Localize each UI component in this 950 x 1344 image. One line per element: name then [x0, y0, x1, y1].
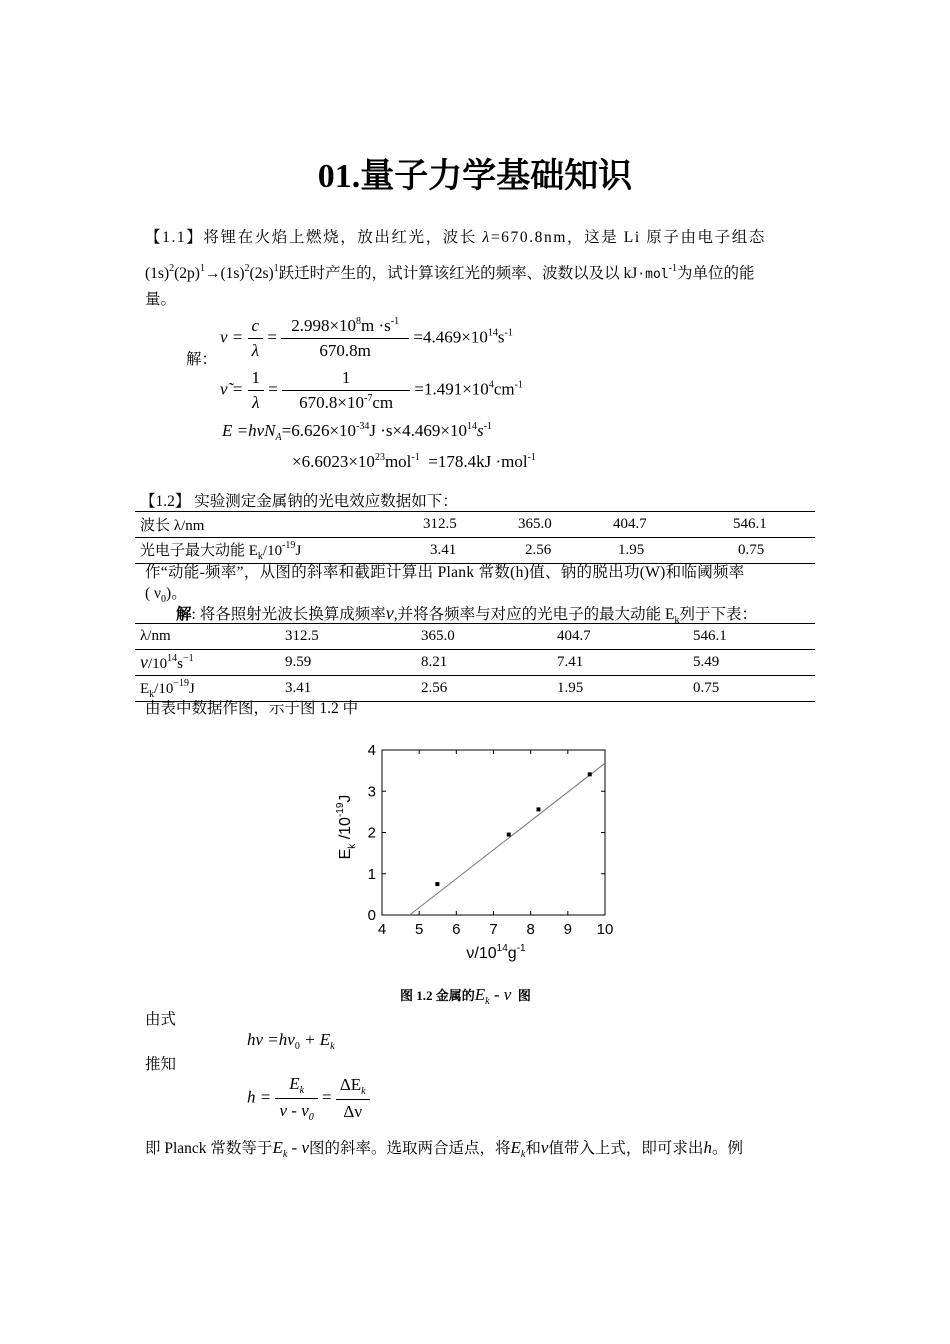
equation-photoelectric: $h\nu =h\nu_0 + E_k$ — [247, 1030, 335, 1052]
equation-energy-cont: $\times 6.6023\times 10^{23}mol^{-1} =178.4kJ \cdot mol^{-1}$ — [292, 452, 536, 471]
table-row: 波长 λ/nm 312.5 365.0 404.7 546.1 — [135, 512, 815, 538]
problem-tag: 【1.1】 — [145, 229, 204, 246]
data-point — [435, 882, 439, 886]
x-tick-label: 7 — [489, 921, 498, 938]
chart-ylabel: $E_k$ $/10^{-19}J$ — [335, 794, 358, 860]
figure-reference-text: 由表中数据作图，示于图 1.2 中 — [145, 700, 359, 717]
y-tick-label: 3 — [367, 783, 376, 801]
derivation-text-3: 即 Planck 常数等于$E_k$ - ν图的斜率。选取两合适点，将$E_k$和ν值带入上式，即可求出h。例 — [145, 1138, 743, 1160]
x-tick-label: 6 — [452, 921, 461, 938]
problem-1-1-line1: 【1.1】将锂在火焰上燃烧，放出红光，波长 λ=670.8nm，这是 Li 原子由电子组态 — [145, 229, 766, 246]
derivation-text-2: 推知 — [145, 1056, 177, 1073]
fit-line — [410, 763, 605, 915]
page-title: 01.量子力学基础知识 — [317, 158, 633, 195]
y-tick-label: 1 — [367, 865, 376, 883]
equation-planck: h = $\frac{E_k}{\nu - \nu_0}$ = $\frac{\Delta E_k}{\Delta\nu}$ — [247, 1074, 370, 1123]
y-tick-label: 4 — [367, 742, 376, 759]
x-tick-label: 10 — [596, 921, 614, 938]
table-row: 光电子最大动能 $E_k/10^{-19}J$ 3.41 2.56 1.95 0.75 — [135, 538, 815, 564]
problem-1-2-question-cont: ( $\nu_0$)。 — [145, 585, 187, 605]
y-tick-label: 2 — [367, 824, 376, 842]
data-table-2 — [135, 623, 815, 702]
equation-frequency: ν = $\frac{c}{\lambda}$ = $\frac{2.998\times 10^8m \cdot s^{-1}}{670.8m}$ $=4.469\times 10^{14}s^{-1}$ — [220, 316, 513, 360]
table-row: λ/nm 312.5 365.0 404.7 546.1 — [135, 624, 815, 650]
figure-caption: 图 1.2 金属的$E_k$ - ν 图 — [400, 985, 531, 1007]
y-tick-label: 0 — [367, 907, 376, 924]
chart-xlabel: $\nu/10^{14}g^{-1}$ — [466, 943, 526, 962]
chart-plot-frame — [382, 750, 605, 915]
data-point — [536, 807, 540, 811]
ek-nu-chart — [320, 735, 630, 975]
data-table-1 — [135, 511, 815, 564]
problem-1-1-line3: 量。 — [145, 291, 177, 308]
data-point — [588, 772, 592, 776]
data-point — [507, 833, 511, 837]
table-row: $E_k/10^{-19}J$ 3.41 2.56 1.95 0.75 — [135, 676, 815, 702]
table-row: $\nu/10^{14}s^{-1}$ 9.59 8.21 7.41 5.49 — [135, 650, 815, 676]
x-tick-label: 9 — [563, 921, 573, 938]
problem-1-1-line2: $(1s)^2(2p)^1\to(1s)^2(2s)^1$跃迁时产生的，试计算该红光的频率、波数以及以 kJ·mol$^{-1}$为单位的能 — [145, 263, 755, 282]
problem-1-2-solution: 解: 将各照射光波长换算成频率ν,并将各频率与对应的光电子的最大动能 $E_k$列于下表： — [176, 603, 757, 626]
equation-wavenumber: ν̃ = $\frac{1}{\lambda}$ = $\frac{1}{670.8\times 10^{-7}cm}$ $=1.491\times 10^4cm^{-1}$ — [220, 368, 523, 412]
derivation-text-1: 由式 — [145, 1011, 177, 1028]
solution-label: 解： — [186, 351, 218, 368]
x-tick-label: 8 — [526, 921, 535, 938]
x-tick-label: 4 — [377, 921, 387, 938]
problem-1-2-intro: 【1.2】 实验测定金属钠的光电效应数据如下： — [140, 493, 458, 510]
x-tick-label: 5 — [414, 921, 424, 938]
problem-1-2-question: 作“动能-频率”，从图的斜率和截距计算出 Plank 常数(h)值、钠的脱出功(W)和临阈频率 — [145, 564, 745, 581]
equation-energy: $E =h\nu N_A=6.626\times 10^{-34}J \cdot s\times 4.469\times 10^{14}s^{-1}$ — [222, 421, 492, 443]
